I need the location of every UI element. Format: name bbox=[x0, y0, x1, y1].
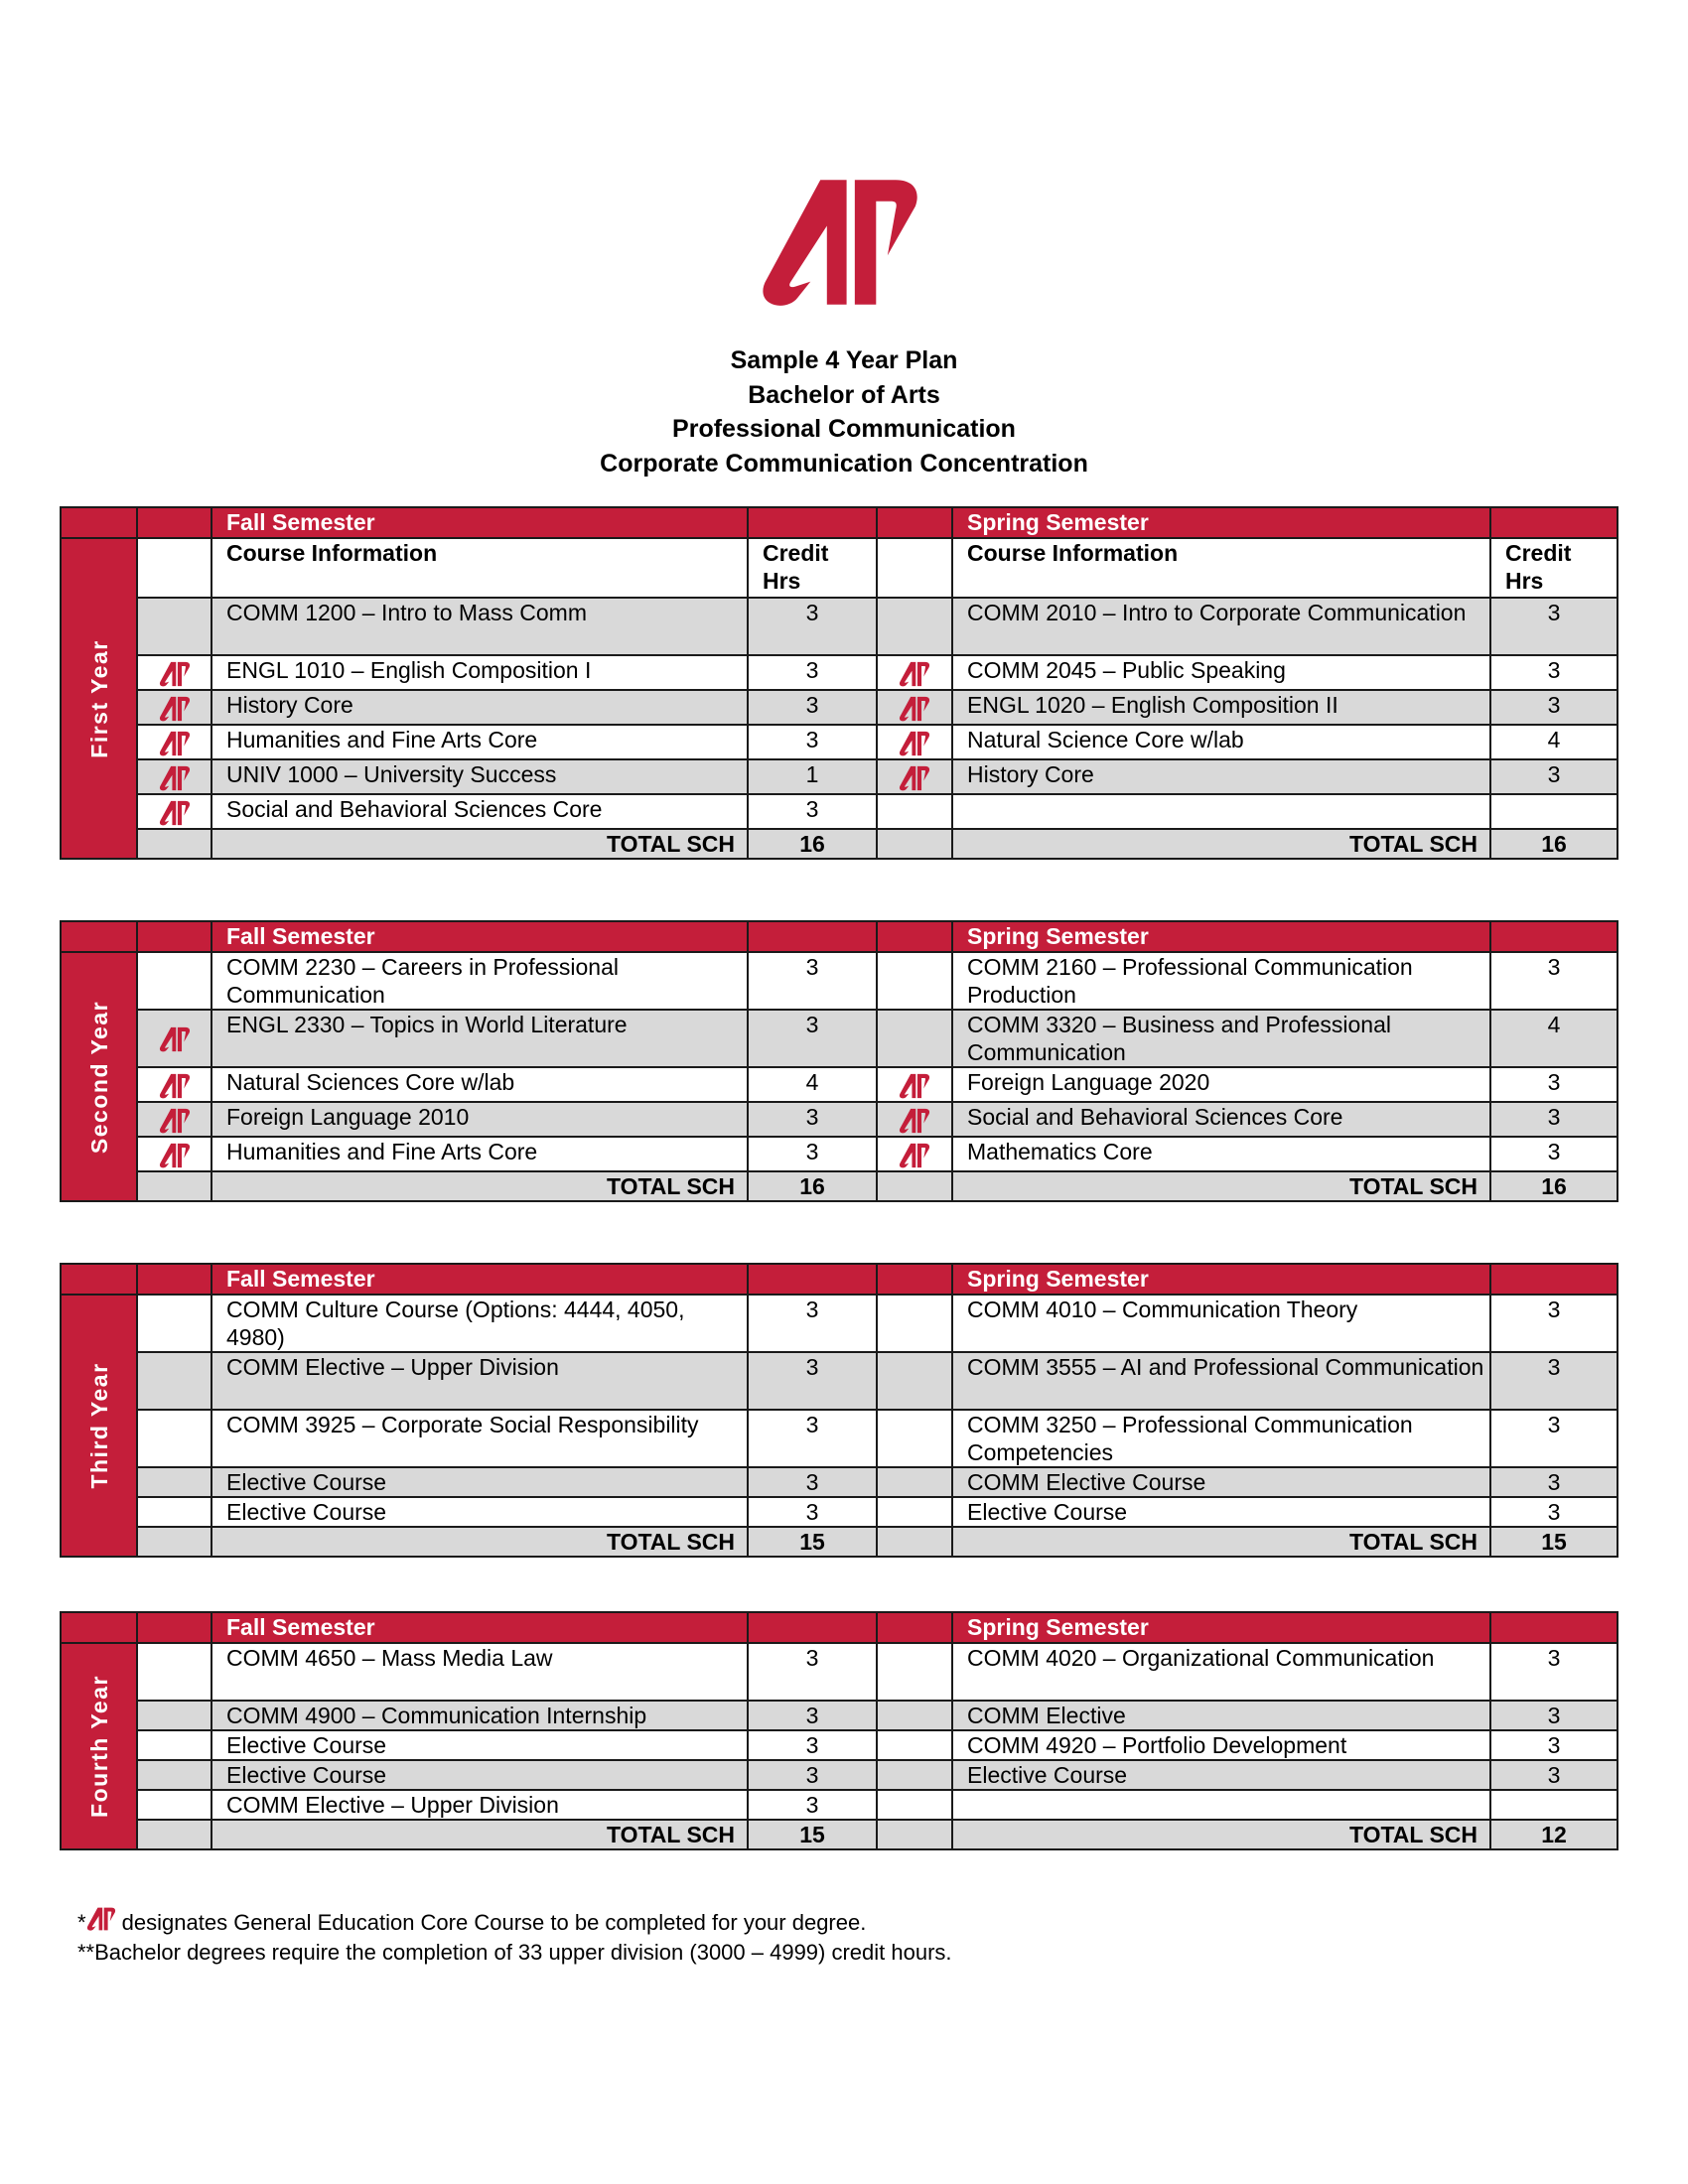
spring-credits: 3 bbox=[1490, 1497, 1618, 1527]
header-blank bbox=[748, 1264, 877, 1295]
spring-course bbox=[952, 1790, 1490, 1820]
ap-logo-icon bbox=[159, 1073, 191, 1099]
header-blank bbox=[1490, 507, 1618, 538]
spring-credits bbox=[1490, 1790, 1618, 1820]
spring-gen-ed-marker bbox=[877, 1730, 952, 1760]
spring-semester-heading: Spring Semester bbox=[952, 1612, 1490, 1643]
fall-credits: 3 bbox=[748, 1410, 877, 1467]
fall-credits: 3 bbox=[748, 1010, 877, 1067]
course-row bbox=[61, 1137, 1618, 1171]
header-blank bbox=[748, 921, 877, 952]
ap-logo-icon bbox=[159, 765, 191, 791]
spring-total-credits: 12 bbox=[1490, 1820, 1618, 1849]
fall-gen-ed-marker bbox=[137, 1467, 211, 1497]
year-table bbox=[60, 506, 1618, 860]
year-table bbox=[60, 920, 1618, 1202]
spring-gen-ed-marker bbox=[877, 1760, 952, 1790]
fall-credits: 3 bbox=[748, 1701, 877, 1730]
spring-credits: 3 bbox=[1490, 1643, 1618, 1701]
spring-credits: 3 bbox=[1490, 1102, 1618, 1137]
fall-gen-ed-marker bbox=[137, 794, 211, 829]
spring-gen-ed-marker bbox=[877, 655, 952, 690]
course-row bbox=[61, 952, 1618, 1010]
fall-gen-ed-marker bbox=[137, 1701, 211, 1730]
fall-credits: 3 bbox=[748, 1137, 877, 1171]
fall-gen-ed-marker bbox=[137, 1352, 211, 1410]
footnote-text: designates General Education Core Course to be completed for your degree. bbox=[115, 1910, 867, 1935]
semester-header-row bbox=[61, 507, 1618, 538]
fall-course: COMM 1200 – Intro to Mass Comm bbox=[211, 598, 748, 655]
fall-gen-ed-marker bbox=[137, 1010, 211, 1067]
spring-course: COMM Elective Course bbox=[952, 1467, 1490, 1497]
total-blank bbox=[137, 1527, 211, 1557]
fall-gen-ed-marker bbox=[137, 1067, 211, 1102]
semester-header-row bbox=[61, 921, 1618, 952]
fall-gen-ed-marker bbox=[137, 655, 211, 690]
spring-credits: 3 bbox=[1490, 1295, 1618, 1352]
spring-gen-ed-marker bbox=[877, 1790, 952, 1820]
spring-course: COMM 2010 – Intro to Corporate Communication bbox=[952, 598, 1490, 655]
year-label-cell bbox=[61, 1643, 137, 1849]
course-row bbox=[61, 690, 1618, 725]
fall-gen-ed-marker bbox=[137, 1137, 211, 1171]
year-label: Third Year bbox=[85, 1362, 112, 1489]
fall-credits: 3 bbox=[748, 1643, 877, 1701]
spring-total-credits: 16 bbox=[1490, 829, 1618, 859]
fall-total-credits: 15 bbox=[748, 1820, 877, 1849]
fall-total-credits: 15 bbox=[748, 1527, 877, 1557]
fall-gen-ed-marker bbox=[137, 1760, 211, 1790]
spring-course: COMM 4010 – Communication Theory bbox=[952, 1295, 1490, 1352]
ap-logo-icon bbox=[899, 1073, 930, 1099]
fall-course: COMM Culture Course (Options: 4444, 4050, 4980) bbox=[211, 1295, 748, 1352]
course-row bbox=[61, 1010, 1618, 1067]
fall-course: Elective Course bbox=[211, 1730, 748, 1760]
spring-gen-ed-marker bbox=[877, 794, 952, 829]
fall-gen-ed-marker bbox=[137, 1643, 211, 1701]
year-label: Second Year bbox=[85, 1000, 112, 1154]
ap-logo-icon bbox=[159, 661, 191, 687]
ap-logo-icon bbox=[86, 1906, 116, 1932]
footnote-upper-division: **Bachelor degrees require the completion of 33 upper division (3000 – 4999) credit hours. bbox=[77, 1940, 952, 1965]
fall-course: Elective Course bbox=[211, 1467, 748, 1497]
fall-total-label: TOTAL SCH bbox=[211, 829, 748, 859]
fall-gen-ed-marker bbox=[137, 952, 211, 1010]
total-row bbox=[61, 1820, 1618, 1849]
icon-col-blank bbox=[137, 538, 211, 598]
spring-course: COMM 2160 – Professional Communication Production bbox=[952, 952, 1490, 1010]
spring-credits: 3 bbox=[1490, 655, 1618, 690]
spring-gen-ed-marker bbox=[877, 759, 952, 794]
fall-credits: 3 bbox=[748, 655, 877, 690]
spring-total-credits: 16 bbox=[1490, 1171, 1618, 1201]
year-label: First Year bbox=[85, 638, 112, 758]
spring-total-label: TOTAL SCH bbox=[952, 1820, 1490, 1849]
title-degree: Bachelor of Arts bbox=[748, 380, 940, 409]
credit-heading-line2: Hrs bbox=[1505, 568, 1544, 594]
fall-gen-ed-marker bbox=[137, 1497, 211, 1527]
header-blank bbox=[1490, 1264, 1618, 1295]
spring-course: Foreign Language 2020 bbox=[952, 1067, 1490, 1102]
spring-gen-ed-marker bbox=[877, 1137, 952, 1171]
year-label-cell bbox=[61, 1295, 137, 1557]
spring-credits: 3 bbox=[1490, 1760, 1618, 1790]
fall-course: Natural Sciences Core w/lab bbox=[211, 1067, 748, 1102]
header-blank bbox=[1490, 1612, 1618, 1643]
fall-course: Humanities and Fine Arts Core bbox=[211, 725, 748, 759]
fall-gen-ed-marker bbox=[137, 1295, 211, 1352]
semester-header-row bbox=[61, 1264, 1618, 1295]
year-label: Fourth Year bbox=[85, 1675, 112, 1818]
fall-course: Elective Course bbox=[211, 1497, 748, 1527]
spring-course: ENGL 1020 – English Composition II bbox=[952, 690, 1490, 725]
fall-course: ENGL 1010 – English Composition I bbox=[211, 655, 748, 690]
total-blank bbox=[877, 1171, 952, 1201]
fall-credits: 4 bbox=[748, 1067, 877, 1102]
spring-gen-ed-marker bbox=[877, 1410, 952, 1467]
fall-credits: 3 bbox=[748, 1497, 877, 1527]
spring-semester-heading: Spring Semester bbox=[952, 1264, 1490, 1295]
spring-credits: 3 bbox=[1490, 952, 1618, 1010]
spring-course: Mathematics Core bbox=[952, 1137, 1490, 1171]
course-row bbox=[61, 759, 1618, 794]
fall-course: UNIV 1000 – University Success bbox=[211, 759, 748, 794]
course-row bbox=[61, 1730, 1618, 1760]
spring-total-credits: 15 bbox=[1490, 1527, 1618, 1557]
spring-credits: 3 bbox=[1490, 690, 1618, 725]
fall-course: COMM 2230 – Careers in Professional Communication bbox=[211, 952, 748, 1010]
fall-gen-ed-marker bbox=[137, 1730, 211, 1760]
total-blank bbox=[137, 829, 211, 859]
header-blank bbox=[1490, 921, 1618, 952]
footnote-gen-ed bbox=[77, 1906, 866, 1936]
fall-gen-ed-marker bbox=[137, 690, 211, 725]
fall-course: COMM 4900 – Communication Internship bbox=[211, 1701, 748, 1730]
course-row bbox=[61, 1067, 1618, 1102]
spring-credits: 4 bbox=[1490, 1010, 1618, 1067]
header-blank bbox=[748, 507, 877, 538]
course-row bbox=[61, 1102, 1618, 1137]
fall-course: Social and Behavioral Sciences Core bbox=[211, 794, 748, 829]
course-row bbox=[61, 655, 1618, 690]
header-blank bbox=[61, 507, 137, 538]
spring-credits: 4 bbox=[1490, 725, 1618, 759]
header-blank bbox=[137, 507, 211, 538]
spring-credits: 3 bbox=[1490, 759, 1618, 794]
spring-credits: 3 bbox=[1490, 1730, 1618, 1760]
ap-logo-icon bbox=[899, 661, 930, 687]
spring-credits: 3 bbox=[1490, 1137, 1618, 1171]
spring-course: COMM 4920 – Portfolio Development bbox=[952, 1730, 1490, 1760]
year-table bbox=[60, 1611, 1618, 1850]
fall-credits: 3 bbox=[748, 1352, 877, 1410]
year-label-cell bbox=[61, 952, 137, 1201]
spring-course: Natural Science Core w/lab bbox=[952, 725, 1490, 759]
total-row bbox=[61, 1527, 1618, 1557]
fall-credits: 3 bbox=[748, 725, 877, 759]
fall-credits: 3 bbox=[748, 1790, 877, 1820]
course-row bbox=[61, 1295, 1618, 1352]
university-logo bbox=[755, 177, 925, 308]
spring-course bbox=[952, 794, 1490, 829]
header-blank bbox=[877, 1264, 952, 1295]
fall-course: COMM Elective – Upper Division bbox=[211, 1790, 748, 1820]
header-blank bbox=[61, 921, 137, 952]
spring-credits: 3 bbox=[1490, 1067, 1618, 1102]
spring-gen-ed-marker bbox=[877, 1295, 952, 1352]
fall-credits: 3 bbox=[748, 1760, 877, 1790]
title-plan: Sample 4 Year Plan bbox=[730, 346, 958, 374]
spring-course: COMM 3250 – Professional Communication Competencies bbox=[952, 1410, 1490, 1467]
fall-semester-heading: Fall Semester bbox=[211, 507, 748, 538]
fall-semester-heading: Fall Semester bbox=[211, 1612, 748, 1643]
spring-credits: 3 bbox=[1490, 1701, 1618, 1730]
ap-logo-icon bbox=[159, 800, 191, 826]
course-info-heading: Course Information bbox=[952, 538, 1490, 598]
fall-course: COMM Elective – Upper Division bbox=[211, 1352, 748, 1410]
total-blank bbox=[137, 1171, 211, 1201]
spring-course: COMM 4020 – Organizational Communication bbox=[952, 1643, 1490, 1701]
spring-gen-ed-marker bbox=[877, 952, 952, 1010]
fall-total-label: TOTAL SCH bbox=[211, 1820, 748, 1849]
footnote-asterisk: * bbox=[77, 1910, 86, 1935]
course-row bbox=[61, 1410, 1618, 1467]
spring-course: History Core bbox=[952, 759, 1490, 794]
fall-course: Humanities and Fine Arts Core bbox=[211, 1137, 748, 1171]
spring-semester-heading: Spring Semester bbox=[952, 507, 1490, 538]
spring-total-label: TOTAL SCH bbox=[952, 829, 1490, 859]
ap-logo-icon bbox=[899, 731, 930, 756]
fall-course: COMM 4650 – Mass Media Law bbox=[211, 1643, 748, 1701]
fall-credits: 1 bbox=[748, 759, 877, 794]
fall-semester-heading: Fall Semester bbox=[211, 1264, 748, 1295]
fall-gen-ed-marker bbox=[137, 725, 211, 759]
spring-gen-ed-marker bbox=[877, 1067, 952, 1102]
spring-course: COMM Elective bbox=[952, 1701, 1490, 1730]
spring-semester-heading: Spring Semester bbox=[952, 921, 1490, 952]
fall-gen-ed-marker bbox=[137, 598, 211, 655]
spring-gen-ed-marker bbox=[877, 598, 952, 655]
credit-heading-line2: Hrs bbox=[763, 568, 801, 594]
header-blank bbox=[877, 507, 952, 538]
fall-semester-heading: Fall Semester bbox=[211, 921, 748, 952]
ap-logo-icon bbox=[159, 696, 191, 722]
total-row bbox=[61, 1171, 1618, 1201]
course-info-heading: Course Information bbox=[211, 538, 748, 598]
icon-col-blank bbox=[877, 538, 952, 598]
spring-course: Social and Behavioral Sciences Core bbox=[952, 1102, 1490, 1137]
ap-logo-icon bbox=[159, 1143, 191, 1168]
spring-course: Elective Course bbox=[952, 1760, 1490, 1790]
document-title bbox=[0, 343, 1688, 480]
ap-logo-icon bbox=[755, 177, 925, 308]
spring-gen-ed-marker bbox=[877, 1467, 952, 1497]
course-row bbox=[61, 1497, 1618, 1527]
course-row bbox=[61, 1352, 1618, 1410]
spring-gen-ed-marker bbox=[877, 690, 952, 725]
credit-hrs-heading bbox=[1490, 538, 1618, 598]
semester-header-row bbox=[61, 1612, 1618, 1643]
fall-gen-ed-marker bbox=[137, 1410, 211, 1467]
course-row bbox=[61, 1760, 1618, 1790]
fall-total-credits: 16 bbox=[748, 1171, 877, 1201]
ap-logo-icon bbox=[899, 765, 930, 791]
header-blank bbox=[137, 1264, 211, 1295]
total-blank bbox=[877, 1820, 952, 1849]
credit-hrs-heading bbox=[748, 538, 877, 598]
ap-logo-icon bbox=[899, 1143, 930, 1168]
fall-credits: 3 bbox=[748, 1467, 877, 1497]
fall-credits: 3 bbox=[748, 1295, 877, 1352]
ap-logo-icon bbox=[159, 1108, 191, 1134]
total-blank bbox=[137, 1820, 211, 1849]
fall-course: History Core bbox=[211, 690, 748, 725]
spring-credits: 3 bbox=[1490, 1467, 1618, 1497]
fall-credits: 3 bbox=[748, 690, 877, 725]
ap-logo-icon bbox=[899, 1108, 930, 1134]
header-blank bbox=[877, 921, 952, 952]
header-blank bbox=[61, 1612, 137, 1643]
spring-total-label: TOTAL SCH bbox=[952, 1171, 1490, 1201]
fall-credits: 3 bbox=[748, 952, 877, 1010]
title-concentration: Corporate Communication Concentration bbox=[600, 449, 1088, 478]
fall-credits: 3 bbox=[748, 794, 877, 829]
fall-total-label: TOTAL SCH bbox=[211, 1171, 748, 1201]
total-blank bbox=[877, 829, 952, 859]
ap-logo-icon bbox=[159, 1026, 191, 1052]
course-row bbox=[61, 598, 1618, 655]
spring-credits: 3 bbox=[1490, 1352, 1618, 1410]
fall-course: COMM 3925 – Corporate Social Responsibility bbox=[211, 1410, 748, 1467]
fall-total-credits: 16 bbox=[748, 829, 877, 859]
fall-gen-ed-marker bbox=[137, 759, 211, 794]
fall-total-label: TOTAL SCH bbox=[211, 1527, 748, 1557]
total-blank bbox=[877, 1527, 952, 1557]
credit-heading-line1: Credit bbox=[763, 540, 829, 566]
title-major: Professional Communication bbox=[672, 415, 1016, 443]
fall-gen-ed-marker bbox=[137, 1102, 211, 1137]
spring-credits bbox=[1490, 794, 1618, 829]
spring-gen-ed-marker bbox=[877, 1352, 952, 1410]
ap-logo-icon bbox=[159, 731, 191, 756]
course-row bbox=[61, 1467, 1618, 1497]
spring-course: COMM 3555 – AI and Professional Communication bbox=[952, 1352, 1490, 1410]
fall-credits: 3 bbox=[748, 598, 877, 655]
fall-course: Elective Course bbox=[211, 1760, 748, 1790]
ap-logo-icon bbox=[899, 696, 930, 722]
spring-gen-ed-marker bbox=[877, 1010, 952, 1067]
fall-credits: 3 bbox=[748, 1730, 877, 1760]
spring-total-label: TOTAL SCH bbox=[952, 1527, 1490, 1557]
course-row bbox=[61, 1643, 1618, 1701]
course-row bbox=[61, 794, 1618, 829]
credit-heading-line1: Credit bbox=[1505, 540, 1572, 566]
header-blank bbox=[748, 1612, 877, 1643]
column-header-row bbox=[61, 538, 1618, 598]
fall-credits: 3 bbox=[748, 1102, 877, 1137]
spring-gen-ed-marker bbox=[877, 725, 952, 759]
total-row bbox=[61, 829, 1618, 859]
spring-course: COMM 2045 – Public Speaking bbox=[952, 655, 1490, 690]
spring-gen-ed-marker bbox=[877, 1701, 952, 1730]
fall-course: Foreign Language 2010 bbox=[211, 1102, 748, 1137]
spring-gen-ed-marker bbox=[877, 1102, 952, 1137]
spring-credits: 3 bbox=[1490, 1410, 1618, 1467]
year-label-cell bbox=[61, 538, 137, 859]
header-blank bbox=[61, 1264, 137, 1295]
spring-course: Elective Course bbox=[952, 1497, 1490, 1527]
spring-credits: 3 bbox=[1490, 598, 1618, 655]
course-row bbox=[61, 1701, 1618, 1730]
fall-course: ENGL 2330 – Topics in World Literature bbox=[211, 1010, 748, 1067]
header-blank bbox=[137, 921, 211, 952]
course-row bbox=[61, 1790, 1618, 1820]
year-table bbox=[60, 1263, 1618, 1558]
header-blank bbox=[137, 1612, 211, 1643]
spring-gen-ed-marker bbox=[877, 1497, 952, 1527]
spring-course: COMM 3320 – Business and Professional Communication bbox=[952, 1010, 1490, 1067]
header-blank bbox=[877, 1612, 952, 1643]
course-row bbox=[61, 725, 1618, 759]
spring-gen-ed-marker bbox=[877, 1643, 952, 1701]
fall-gen-ed-marker bbox=[137, 1790, 211, 1820]
